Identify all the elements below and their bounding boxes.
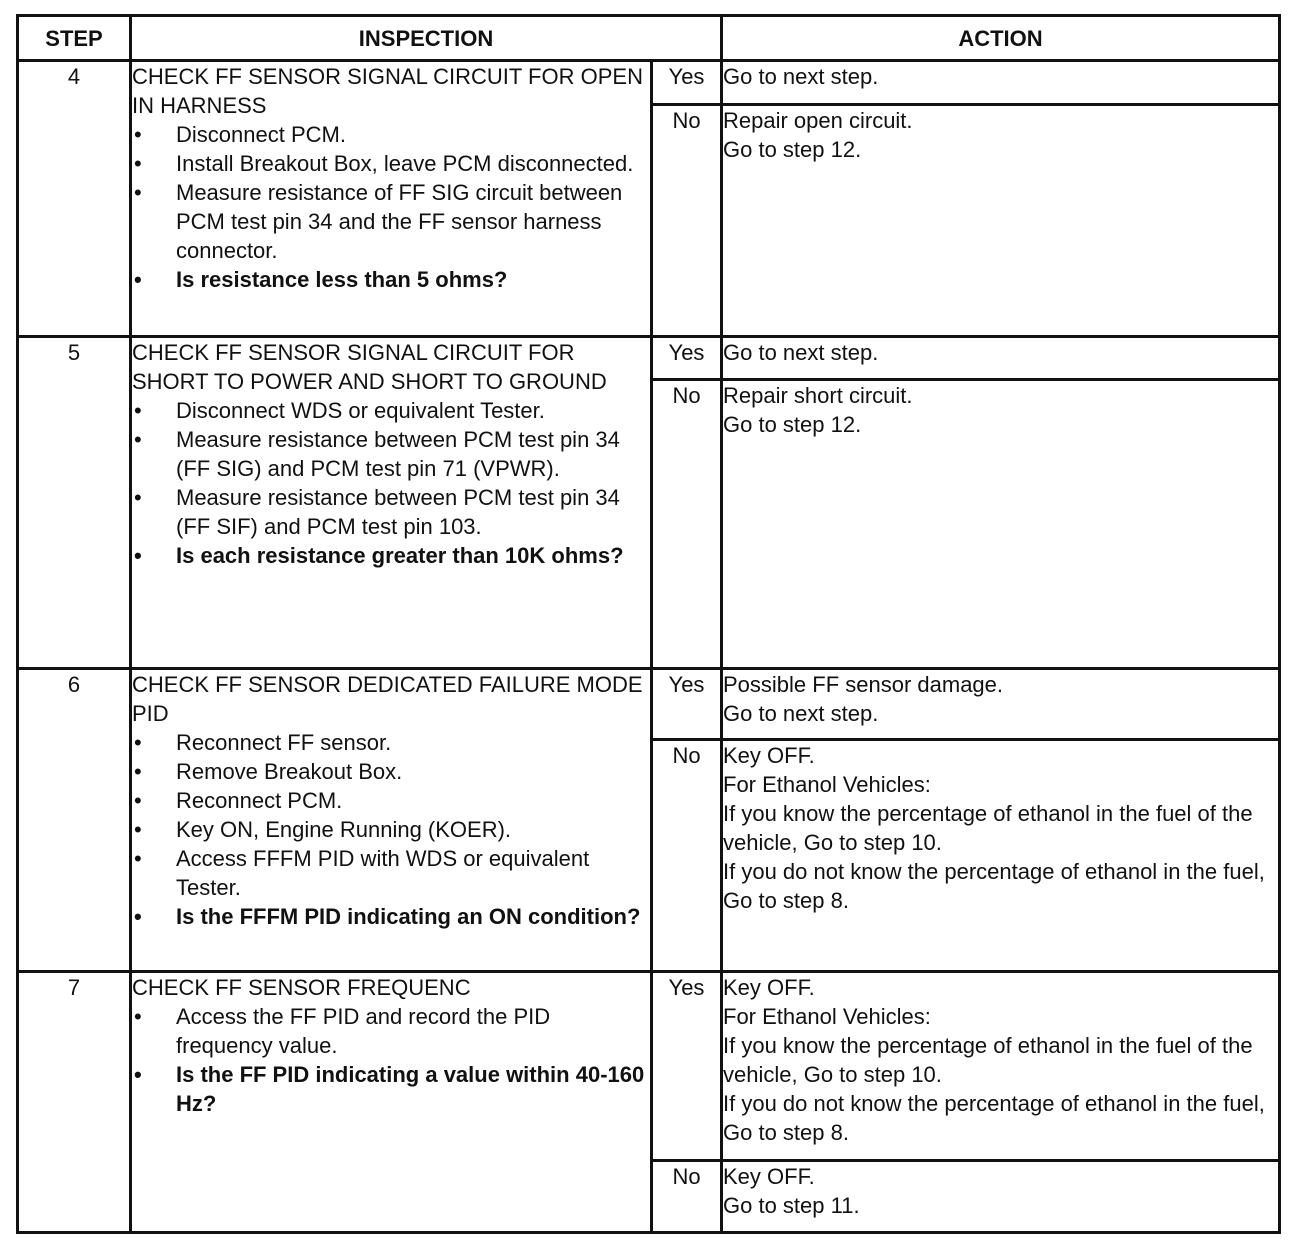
yes-action [722, 61, 1280, 105]
action-line: Go to step 12. [723, 412, 862, 437]
inspection-bullets [132, 120, 650, 294]
inspection-title: CHECK FF SENSOR SIGNAL CIRCUIT FOR SHORT TO POWER AND SHORT TO GROUND [132, 340, 607, 394]
yes-label: Yes [652, 337, 722, 380]
action-line: For Ethanol Vehicles: [723, 1004, 931, 1029]
action-line: If you do not know the percentage of ethanol in the fuel, Go to step 8. [723, 1091, 1265, 1145]
inspection-title: CHECK FF SENSOR DEDICATED FAILURE MODE PID [132, 672, 643, 726]
inspection-bullets [132, 728, 650, 931]
inspection-bullet: • Measure resistance between PCM test pin 34 (FF SIG) and PCM test pin 71 (VPWR). [132, 425, 650, 483]
action-line: If you do not know the percentage of ethanol in the fuel, Go to step 8. [723, 859, 1265, 913]
inspection-bullet: • Disconnect PCM. [132, 120, 650, 149]
action-line: For Ethanol Vehicles: [723, 772, 931, 797]
inspection-bullet: • Access FFFM PID with WDS or equivalent Tester. [132, 844, 650, 902]
diagnostic-table-wrapper [16, 14, 1278, 1234]
inspection-bullet: • Install Breakout Box, leave PCM disconnected. [132, 149, 650, 178]
action-line: Go to next step. [723, 340, 879, 365]
inspection-title: CHECK FF SENSOR SIGNAL CIRCUIT FOR OPEN IN HARNESS [132, 64, 643, 118]
inspection-bullet: • Reconnect FF sensor. [132, 728, 650, 757]
action-line: Key OFF. [723, 743, 815, 768]
inspection-cell [131, 61, 652, 337]
header-row [18, 16, 1280, 61]
no-action [722, 1161, 1280, 1233]
inspection-bullets [132, 396, 650, 570]
inspection-question: • Is each resistance greater than 10K ohms? [132, 541, 650, 570]
no-action [722, 380, 1280, 669]
inspection-question: • Is resistance less than 5 ohms? [132, 265, 650, 294]
inspection-bullet: • Reconnect PCM. [132, 786, 650, 815]
action-line: Key OFF. [723, 975, 815, 1000]
action-line: Go to next step. [723, 701, 879, 726]
no-action [722, 105, 1280, 337]
inspection-bullet: • Measure resistance between PCM test pin 34 (FF SIF) and PCM test pin 103. [132, 483, 650, 541]
header-step: STEP [18, 16, 131, 61]
no-label: No [652, 380, 722, 669]
no-action [722, 740, 1280, 972]
header-inspection: INSPECTION [131, 16, 722, 61]
step-number: 4 [18, 61, 131, 337]
yes-label: Yes [652, 669, 722, 740]
step-row-yes [18, 972, 1280, 1161]
action-line: Go to step 11. [723, 1193, 860, 1218]
inspection-cell [131, 669, 652, 972]
inspection-bullets [132, 1002, 650, 1118]
inspection-bullet: • Access the FF PID and record the PID frequency value. [132, 1002, 650, 1060]
action-line: Repair open circuit. [723, 108, 913, 133]
step-row-yes [18, 337, 1280, 380]
action-line: Go to step 12. [723, 137, 862, 162]
yes-label: Yes [652, 61, 722, 105]
no-label: No [652, 1161, 722, 1233]
action-line: If you know the percentage of ethanol in the fuel of the vehicle, Go to step 10. [723, 801, 1253, 855]
step-row-yes [18, 669, 1280, 740]
action-line: If you know the percentage of ethanol in the fuel of the vehicle, Go to step 10. [723, 1033, 1253, 1087]
action-line: Go to next step. [723, 64, 879, 89]
yes-action [722, 337, 1280, 380]
inspection-question: • Is the FFFM PID indicating an ON condition? [132, 902, 650, 931]
inspection-question: • Is the FF PID indicating a value within 40-160 Hz? [132, 1060, 650, 1118]
inspection-bullet: • Disconnect WDS or equivalent Tester. [132, 396, 650, 425]
inspection-title: CHECK FF SENSOR FREQUENC [132, 975, 471, 1000]
yes-label: Yes [652, 972, 722, 1161]
inspection-bullet: • Measure resistance of FF SIG circuit between PCM test pin 34 and the FF sensor harness connector. [132, 178, 650, 265]
action-line: Key OFF. [723, 1164, 815, 1189]
yes-action [722, 669, 1280, 740]
no-label: No [652, 105, 722, 337]
no-label: No [652, 740, 722, 972]
inspection-bullet: • Key ON, Engine Running (KOER). [132, 815, 650, 844]
diagnostic-table [16, 14, 1281, 1234]
inspection-cell [131, 972, 652, 1233]
step-number: 6 [18, 669, 131, 972]
inspection-bullet: • Remove Breakout Box. [132, 757, 650, 786]
yes-action [722, 972, 1280, 1161]
step-row-yes [18, 61, 1280, 105]
action-line: Repair short circuit. [723, 383, 913, 408]
action-line: Possible FF sensor damage. [723, 672, 1004, 697]
step-number: 7 [18, 972, 131, 1233]
step-number: 5 [18, 337, 131, 669]
header-action: ACTION [722, 16, 1280, 61]
inspection-cell [131, 337, 652, 669]
